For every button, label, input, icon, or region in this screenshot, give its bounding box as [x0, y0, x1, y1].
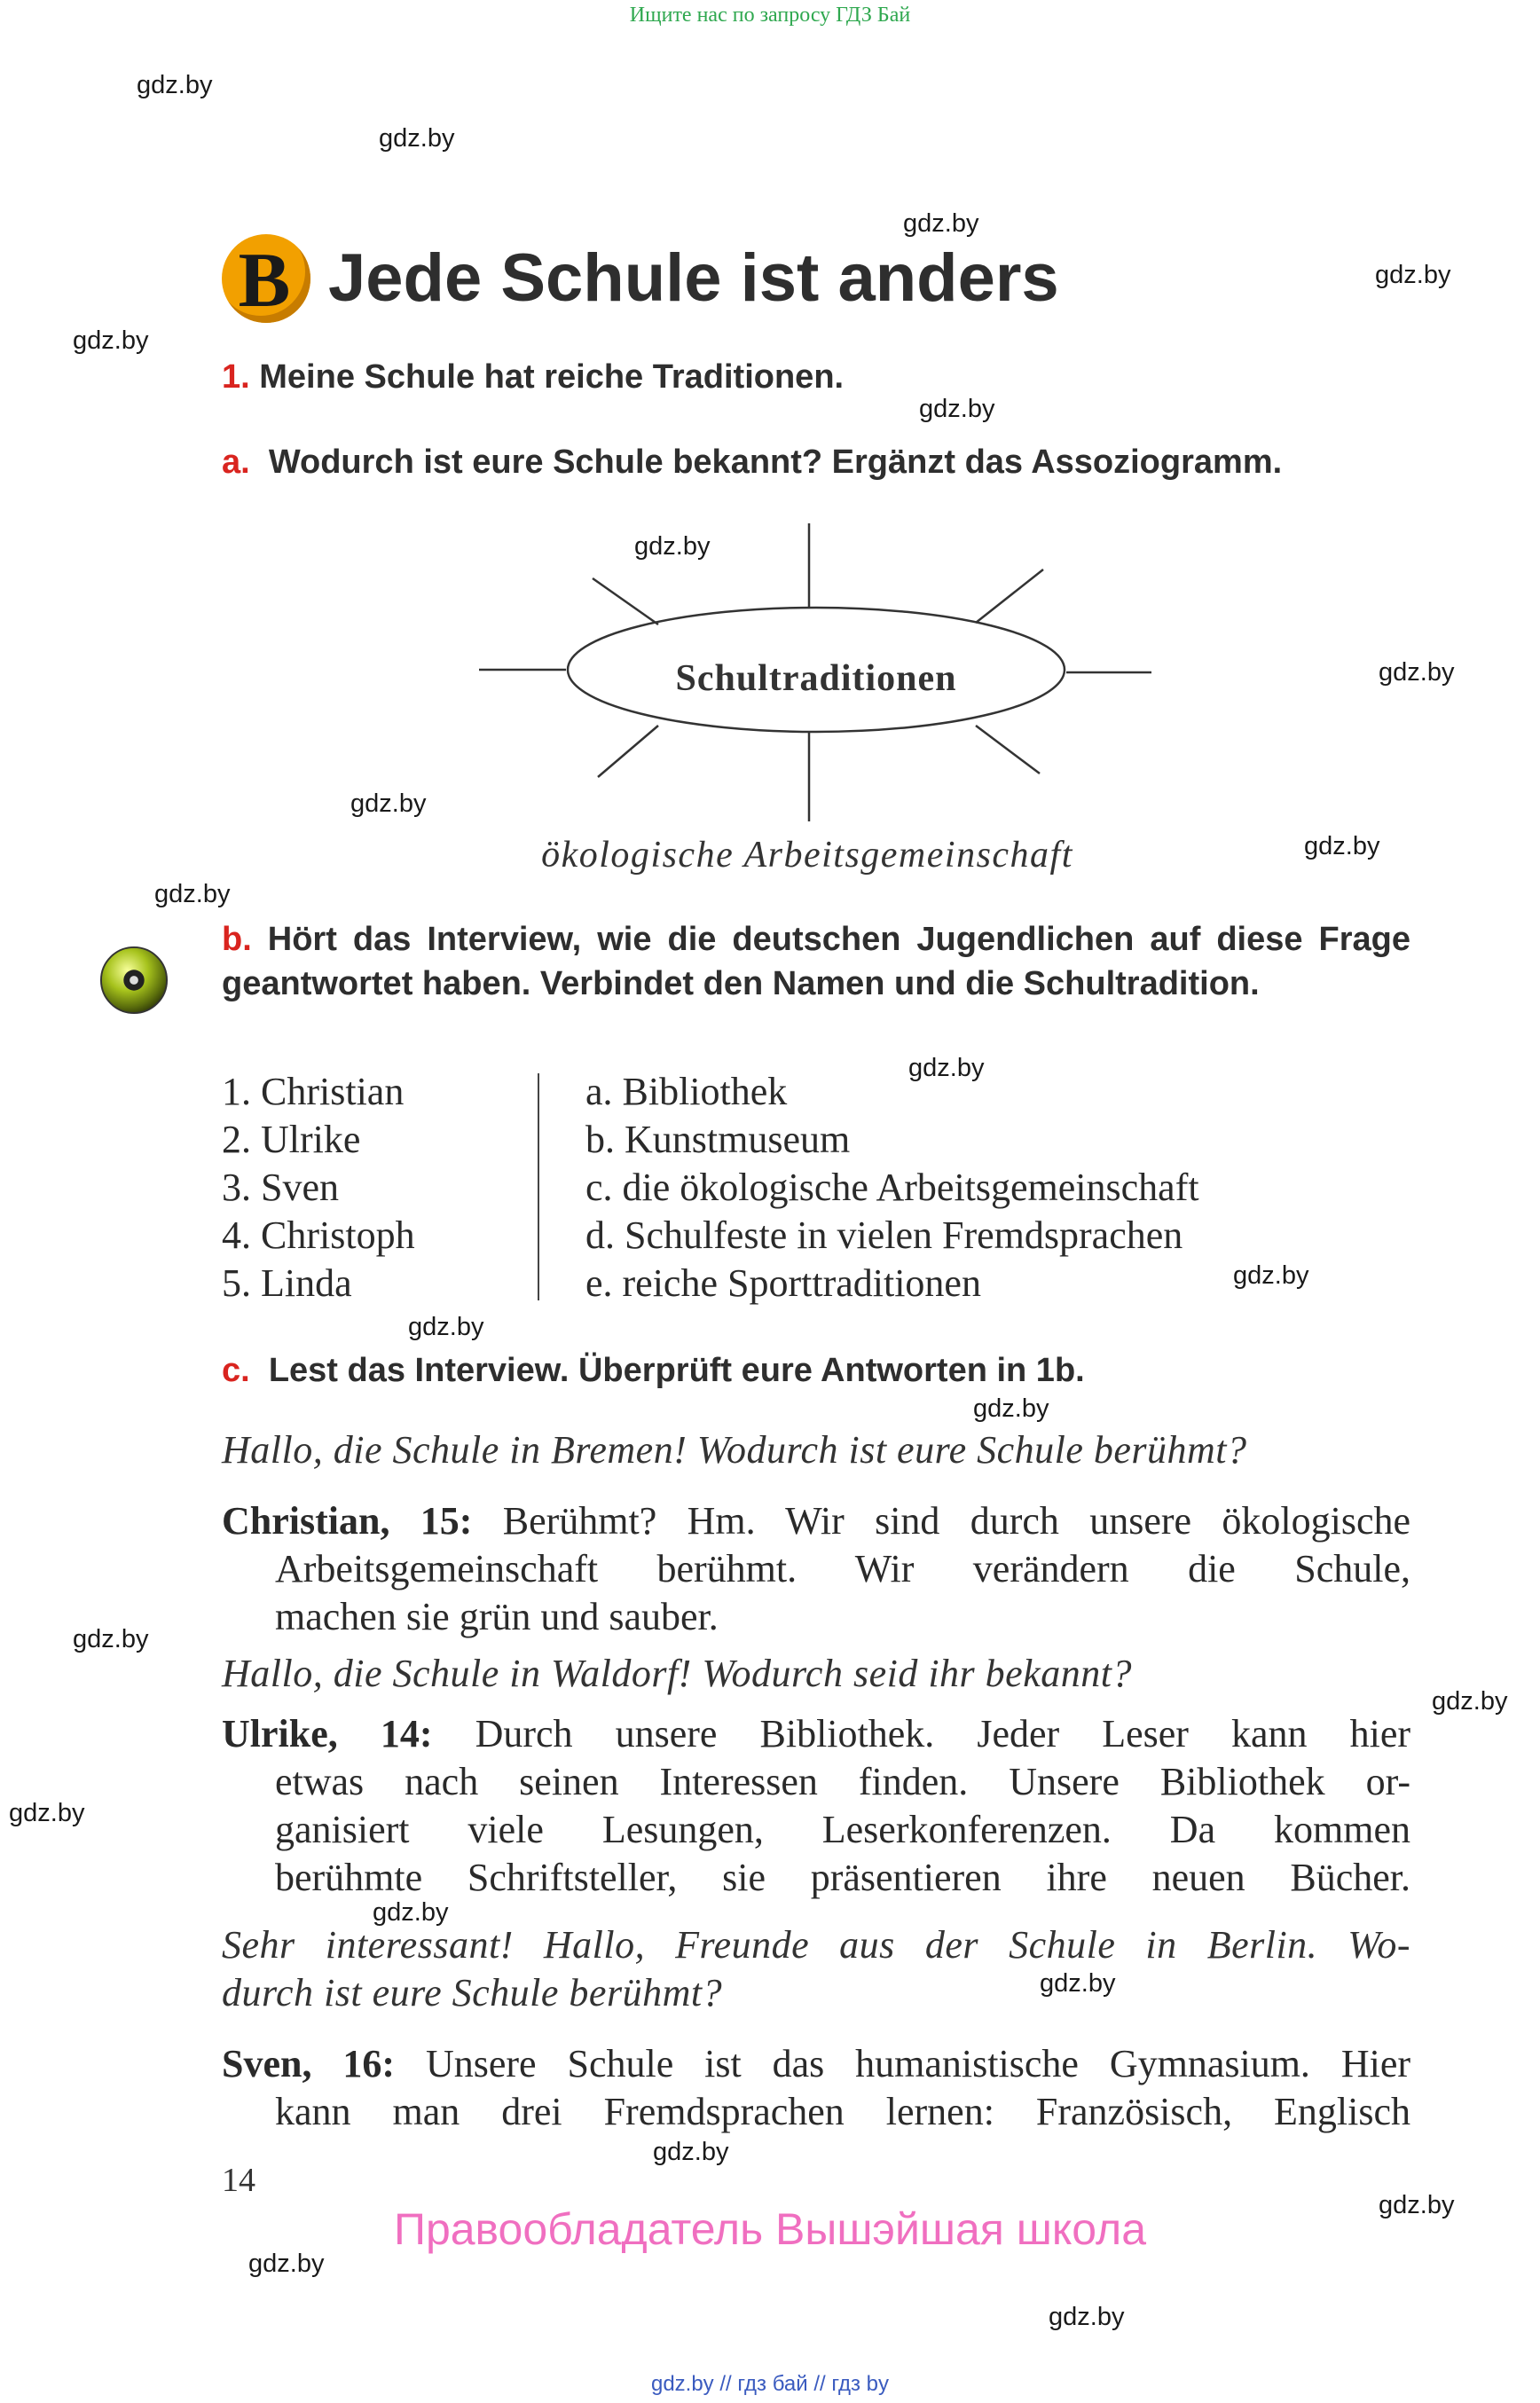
answer-text: kann man drei Fremdsprachen lernen: Französisch, Englisch [275, 2090, 1410, 2133]
watermark: gdz.by [137, 71, 213, 99]
watermark: gdz.by [973, 1394, 1049, 1423]
watermark: gdz.by [73, 1625, 149, 1653]
answer-text: machen sie grün und sauber. [275, 1595, 719, 1638]
interview-answer [222, 1497, 1410, 1641]
list-item: c. die ökologische Arbeitsgemeinschaft [585, 1166, 1199, 1209]
watermark: gdz.by [1233, 1261, 1309, 1290]
task-label: c. [222, 1352, 250, 1389]
watermark: gdz.by [919, 395, 995, 423]
task-c-heading [222, 1352, 1085, 1390]
watermark: gdz.by [350, 789, 427, 818]
page-title: Jede Schule ist anders [328, 240, 1059, 316]
speaker-name: Sven, 16: [222, 2042, 396, 2085]
task-text: Hört das Interview, wie die deutschen Jugendlichen auf diese Frage geantwortet haben. Verbindet den Namen und die Schultradition. [222, 921, 1410, 1002]
question-line: Sehr interessant! Hallo, Freunde aus der Schule in Berlin. Wo- [222, 1923, 1410, 1967]
traditions-list [585, 1068, 1199, 1308]
watermark: gdz.by [73, 326, 149, 355]
watermark: gdz.by [653, 2138, 729, 2166]
list-item: b. Kunstmuseum [585, 1118, 851, 1161]
mindmap-spoke [976, 726, 1040, 774]
list-item: 3. Sven [222, 1166, 339, 1209]
task-a-heading [222, 444, 1282, 482]
watermark: gdz.by [379, 124, 455, 153]
column-divider [538, 1073, 539, 1300]
mindmap-example-answer: ökologische Arbeitsgemeinschaft [541, 835, 1073, 876]
answer-text: ganisiert viele Lesungen, Leserkonferenzen. Da kommen [275, 1808, 1410, 1851]
page-number: 14 [222, 2162, 255, 2199]
watermark: gdz.by [908, 1054, 985, 1082]
watermark: gdz.by [1379, 658, 1455, 687]
task-label: a. [222, 444, 250, 481]
mindmap-center-label: Schultraditionen [675, 658, 957, 699]
watermark: gdz.by [9, 1799, 85, 1827]
list-item: 5. Linda [222, 1261, 352, 1305]
answer-text: Unsere Schule ist das humanistische Gymnasium. Hier [425, 2042, 1411, 2085]
question-line: durch ist eure Schule berühmt? [222, 1971, 723, 2014]
list-item: 4. Christoph [222, 1213, 415, 1257]
task-1-heading [222, 358, 844, 397]
section-badge [222, 234, 310, 323]
section-letter: B [238, 238, 291, 324]
interview-answer [222, 2040, 1410, 2136]
watermark: gdz.by [903, 209, 979, 238]
interview-question: Hallo, die Schule in Bremen! Wodurch ist eure Schule berühmt? [222, 1428, 1247, 1472]
mindmap-spoke [593, 578, 658, 624]
task-text: Meine Schule hat reiche Traditionen. [259, 358, 845, 396]
interview-answer [222, 1710, 1410, 1902]
watermark: gdz.by [1375, 261, 1451, 289]
list-item: e. reiche Sporttraditionen [585, 1261, 981, 1305]
answer-text: berühmte Schriftsteller, sie präsentieren ihre neuen Bücher. [275, 1856, 1410, 1899]
names-list [222, 1068, 415, 1308]
watermark: gdz.by [248, 2250, 325, 2278]
interview-question: Hallo, die Schule in Waldorf! Wodurch seid ihr bekannt? [222, 1652, 1132, 1695]
speaker-name: Ulrike, 14: [222, 1712, 433, 1755]
list-item: d. Schulfeste in vielen Fremdsprachen [585, 1213, 1183, 1257]
watermark: gdz.by [1304, 832, 1380, 860]
watermark: gdz.by [1040, 1969, 1116, 1998]
interview-question [222, 1921, 1410, 2017]
watermark: gdz.by [634, 532, 711, 561]
watermark: gdz.by [1049, 2303, 1125, 2331]
task-b-paragraph [222, 917, 1410, 1006]
watermark: gdz.by [373, 1898, 449, 1927]
mindmap-spoke [598, 726, 658, 777]
answer-text: Durch unsere Bibliothek. Jeder Leser kann hier [475, 1712, 1411, 1755]
copyright-notice: Правообладатель Вышэйшая школа [394, 2204, 1146, 2254]
watermark: gdz.by [154, 880, 231, 908]
task-label: b. [222, 921, 252, 958]
answer-text: etwas nach seinen Interessen finden. Unsere Bibliothek or- [275, 1760, 1410, 1803]
watermark: gdz.by [1379, 2191, 1455, 2219]
list-item: 2. Ulrike [222, 1118, 361, 1161]
bottom-links: gdz.by // гдз бай // гдз by [650, 2372, 890, 2396]
list-item: 1. Christian [222, 1070, 405, 1113]
audio-cd-icon [99, 946, 169, 1015]
task-number: 1. [222, 358, 250, 396]
top-banner: Ищите нас по запросу ГДЗ Бай [629, 4, 911, 27]
speaker-name: Christian, 15: [222, 1499, 473, 1543]
watermark: gdz.by [408, 1313, 484, 1341]
mindmap-spoke [976, 569, 1043, 623]
list-item: a. Bibliothek [585, 1070, 788, 1113]
task-text: Lest das Interview. Überprüft eure Antworten in 1b. [268, 1352, 1085, 1389]
task-text: Wodurch ist eure Schule bekannt? Ergänzt das Assoziogramm. [268, 444, 1283, 481]
watermark: gdz.by [1432, 1687, 1508, 1716]
answer-text: Berühmt? Hm. Wir sind durch unsere ökologische [502, 1499, 1411, 1543]
answer-text: Arbeitsgemeinschaft berühmt. Wir verändern die Schule, [275, 1547, 1410, 1590]
